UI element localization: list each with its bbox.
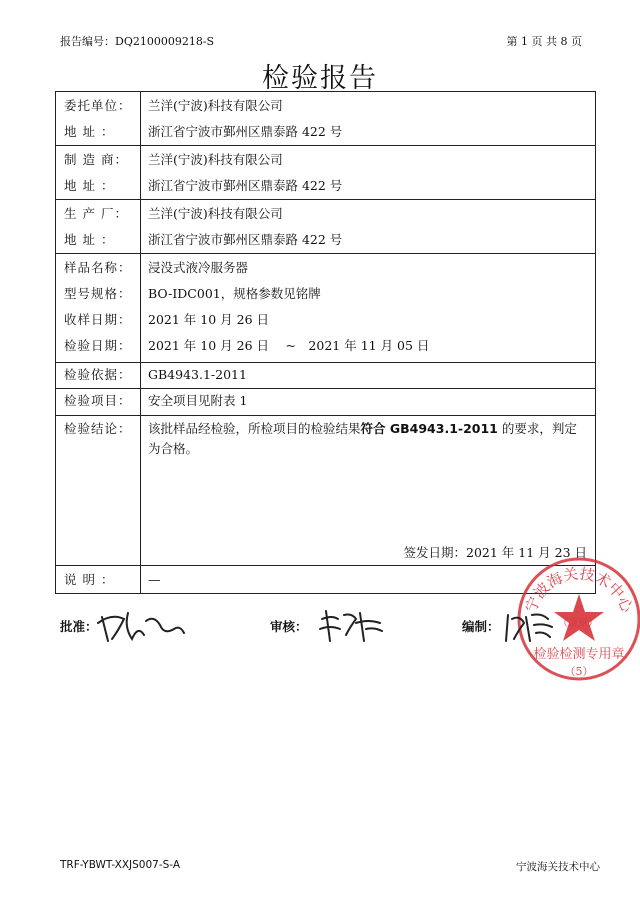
client-value: 兰洋(宁波)科技有限公司 <box>148 98 283 113</box>
conclusion-label: 检验结论： <box>64 421 132 436</box>
received-date-value: 2021 年 10 月 26 日 <box>148 312 269 327</box>
review-signature <box>316 605 391 645</box>
row-divider <box>56 415 595 416</box>
report-number: 报告编号：DQ2100009218-S <box>60 35 215 48</box>
page-title: 检验报告 <box>262 63 378 94</box>
manufacturer-address-value: 浙江省宁波市鄞州区鼎泰路 422 号 <box>148 178 343 193</box>
compile-label: 编制： <box>462 619 500 634</box>
items-value: 安全项目见附表 1 <box>148 393 248 408</box>
footer-organization: 宁波海关技术中心 <box>516 861 600 873</box>
manufacturer-label: 制 造 商： <box>64 152 128 167</box>
approve-label: 批准： <box>60 619 98 634</box>
inspection-date-label: 检验日期： <box>64 338 132 353</box>
manufacturer-value: 兰洋(宁波)科技有限公司 <box>148 152 283 167</box>
note-label: 说 明 ： <box>64 572 115 587</box>
row-divider <box>56 253 595 254</box>
factory-address-label: 地 址 ： <box>64 232 115 247</box>
column-divider <box>140 92 141 593</box>
conclusion-text-part: 的要求，判定为合格。 <box>148 421 577 456</box>
conclusion-text <box>148 419 588 459</box>
model-value: BO-IDC001，规格参数见铭牌 <box>148 286 321 301</box>
conclusion-standard: 符合 GB4943.1-2011 <box>360 421 498 436</box>
received-date-label: 收样日期： <box>64 312 132 327</box>
stamp-sub-text: 检验检测专用章 <box>533 647 625 662</box>
sample-name-label: 样品名称： <box>64 260 132 275</box>
stamp-seal-text: （盖章） <box>558 618 598 629</box>
row-divider <box>56 362 595 363</box>
factory-value: 兰洋(宁波)科技有限公司 <box>148 206 283 221</box>
inspection-date-value: 2021 年 10 月 26 日 ~ 2021 年 11 月 05 日 <box>148 338 430 353</box>
sign-date: 签发日期：2021 年 11 月 23 日 <box>403 545 587 560</box>
form-code: TRF-YBWT-XXJS007-S-A <box>60 859 181 871</box>
factory-label: 生 产 厂： <box>64 206 128 221</box>
row-divider <box>56 145 595 146</box>
stamp-number: （5） <box>564 665 594 678</box>
client-address-label: 地 址 ： <box>64 124 115 139</box>
factory-address-value: 浙江省宁波市鄞州区鼎泰路 422 号 <box>148 232 343 247</box>
sample-name-value: 浸没式液冷服务器 <box>148 260 249 275</box>
client-label: 委托单位： <box>64 98 132 113</box>
basis-label: 检验依据： <box>64 367 132 382</box>
row-divider <box>56 388 595 389</box>
stamp-arc-textpath: 宁波海关技术中心 <box>521 564 637 615</box>
manufacturer-address-label: 地 址 ： <box>64 178 115 193</box>
conclusion-text-part: 该批样品经检验，所检项目的检验结果 <box>148 421 361 436</box>
row-divider <box>56 199 595 200</box>
client-address-value: 浙江省宁波市鄞州区鼎泰路 422 号 <box>148 124 343 139</box>
compile-signature <box>502 607 557 647</box>
page-info: 第 1 页 共 8 页 <box>506 35 582 48</box>
basis-value: GB4943.1-2011 <box>148 367 247 382</box>
model-label: 型号规格： <box>64 286 132 301</box>
items-label: 检验项目： <box>64 393 132 408</box>
note-value: — <box>148 572 161 587</box>
review-label: 审核： <box>270 619 308 634</box>
approve-signature <box>94 605 189 645</box>
